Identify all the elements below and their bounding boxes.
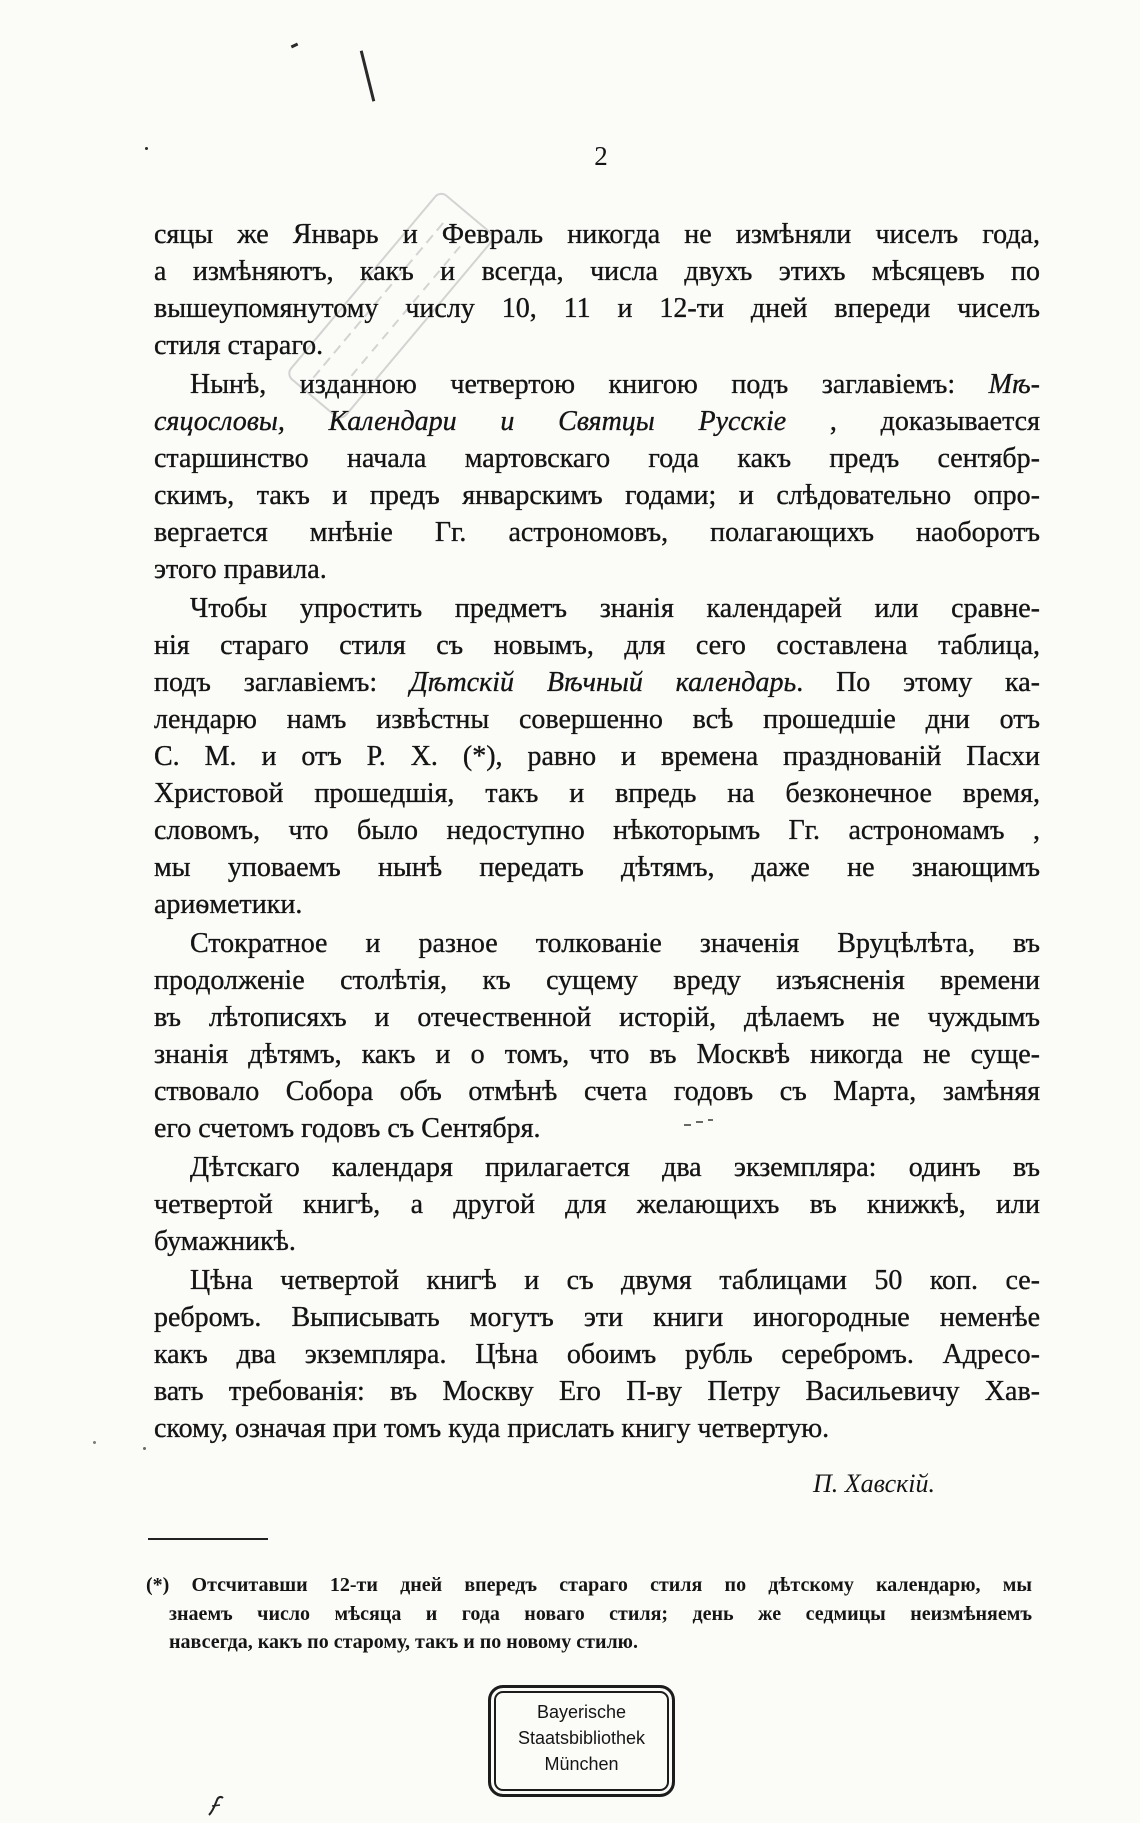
text-line: Дѣтскаго календаря прилагается два экземпляра: одинъ въ: [190, 1152, 1040, 1183]
text-segment: подъ заглавіемъ:: [154, 667, 410, 698]
italic-calendar-title: Дѣтскій Вѣчный календарь: [409, 667, 797, 698]
text-line: какъ два экземпляра. Цѣна обоимъ рубль серебромъ. Адресо-: [154, 1339, 1040, 1370]
paragraph-3: [154, 590, 1040, 923]
stamp-line: Bayerische: [536, 1702, 627, 1722]
text-line: старшинство начала мартовскаго года какъ предъ сентябр-: [154, 443, 1040, 474]
page-number: 2: [594, 141, 608, 171]
text-line: нія стараго стиля съ новымъ, для сего составлена таблица,: [154, 630, 1040, 661]
footnote-line: навсегда, какъ по старому, такъ и по новому стилю.: [169, 1631, 638, 1653]
text-line: четвертой книгѣ, а другой для желающихъ въ книжкѣ, или: [154, 1189, 1040, 1220]
text-segment: Нынѣ, изданною четвертою книгою подъ заглавіемъ:: [190, 369, 989, 400]
text-line: знанія дѣтямъ, какъ и о томъ, что въ Москвѣ никогда не суще-: [154, 1039, 1040, 1070]
text-line: ариѳметики.: [154, 889, 303, 920]
stamp-line: Staatsbibliothek: [517, 1728, 646, 1748]
text-line: Стократное и разное толкованіе значенія Вруцѣлѣта, въ: [190, 928, 1040, 959]
text-line: [154, 366, 1040, 403]
footnote-rule: [148, 1538, 268, 1540]
author-signature: П. Хавскій.: [812, 1469, 935, 1498]
body-text: [154, 216, 1040, 1449]
text-line: а измѣняютъ, какъ и всегда, числа двухъ этихъ мѣсяцевъ по: [154, 256, 1040, 287]
paragraph-2: [154, 366, 1040, 588]
text-line: [154, 403, 1040, 440]
scan-mark: [205, 1795, 227, 1817]
stamp-line: München: [544, 1754, 619, 1774]
footnote-line: (*) Отсчитавши 12-ти дней впередъ стараго стиля по дѣтскому календарю, мы: [146, 1574, 1032, 1596]
text-line: ребромъ. Выписывать могутъ эти книги иногородные неменѣе: [154, 1302, 1040, 1333]
scan-speck: [291, 43, 299, 49]
text-line: мы уповаемъ нынѣ передать дѣтямъ, даже не знающимъ: [154, 852, 1040, 883]
text-line: вергается мнѣніе Гг. астрономовъ, полагающихъ наоборотъ: [154, 517, 1040, 548]
text-line: вать требованія: въ Москву Его П-ву Петру Васильевичу Хав-: [154, 1376, 1040, 1407]
text-segment: , доказывается: [786, 406, 1040, 437]
library-stamp: [488, 1685, 675, 1797]
text-line: сяцы же Январь и Февраль никогда не измѣняли чиселъ года,: [154, 219, 1040, 250]
paragraph-4: [154, 925, 1040, 1147]
text-line: лендарю намъ извѣстны совершенно всѣ прошедшіе дни отъ: [154, 704, 1040, 735]
text-line: этого правила.: [154, 554, 327, 585]
text-line: Чтобы упростить предметъ знанія календарей или сравне-: [190, 593, 1040, 624]
italic-book-title: сяцословы, Календари и Святцы Русскіе: [154, 406, 787, 437]
paragraph-1: [154, 216, 1040, 364]
paragraph-5: [154, 1149, 1040, 1260]
text-line: [154, 664, 1040, 701]
text-segment: . По этому ка-: [796, 667, 1040, 698]
footnote-line: знаемъ число мѣсяца и года новаго стиля; день же седмицы неизмѣняемъ: [169, 1602, 1032, 1625]
text-line: С. М. и отъ Р. Х. (*), равно и времена празднованій Пасхи: [154, 741, 1040, 772]
footnote: [146, 1571, 1032, 1657]
text-line: въ лѣтописяхъ и отечественной исторій, дѣлаемъ не чуждымъ: [154, 1002, 1040, 1033]
text-line: скому, означая при томъ куда прислать книгу четвертую.: [154, 1413, 830, 1444]
italic-book-title: Мѣ-: [988, 369, 1040, 400]
scan-speck: [93, 1441, 96, 1444]
text-line: Цѣна четвертой книгѣ и съ двумя таблицами 50 коп. се-: [190, 1265, 1040, 1296]
text-line: вышеупомянутому числу 10, 11 и 12-ти дней впереди чиселъ: [154, 293, 1040, 324]
paragraph-6: [154, 1262, 1040, 1447]
scan-speck: [143, 1447, 146, 1450]
text-line: продолженіе столѣтія, къ сущему вреду изъясненія времени: [154, 965, 1040, 996]
text-line: стиля стараго.: [154, 330, 324, 361]
text-line: Христовой прошедшія, такъ и впредь на безконечное время,: [154, 778, 1040, 809]
text-line: словомъ, что было недоступно нѣкоторымъ Гг. астрономамъ ,: [154, 815, 1040, 846]
text-line: скимъ, такъ и предъ январскимъ годами; и слѣдовательно опро-: [154, 480, 1040, 511]
text-line: его счетомъ годовъ съ Сентября.: [154, 1113, 541, 1144]
scan-speck: [145, 147, 148, 150]
text-line: бумажникѣ.: [154, 1226, 296, 1257]
scan-speck: [360, 50, 375, 101]
text-line: ствовало Собора объ отмѣнѣ счета годовъ съ Марта, замѣняя: [154, 1076, 1040, 1107]
